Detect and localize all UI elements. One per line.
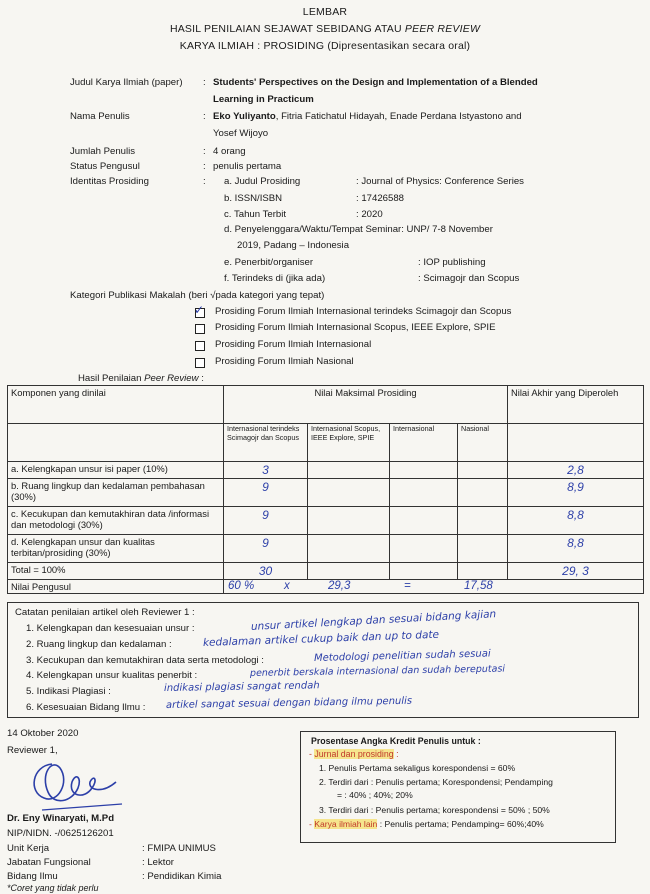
penilaian-table <box>7 385 644 594</box>
footer-bidang-value: : Pendidikan Kimia <box>142 871 222 882</box>
hasil-label-italic: Peer Review <box>144 373 199 384</box>
prosentase-jurnal: - Jurnal dan prosiding : <box>309 749 399 759</box>
header-line-2 <box>0 23 650 35</box>
footer-name: Dr. Eny Winaryati, M.Pd <box>7 813 115 824</box>
prosentase-title: Prosentase Angka Kredit Penulis untuk : <box>311 736 481 746</box>
header-line-3 <box>0 40 650 52</box>
catatan-label-6: 6. Kesesuaian Bidang Ilmu : <box>26 702 146 713</box>
identitas-key-a: a. Judul Prosiding <box>224 176 301 187</box>
identitas-val-a: : Journal of Physics: Conference Series <box>356 176 524 187</box>
footer-jabatan-label: Jabatan Fungsional <box>7 857 91 868</box>
penulis-value-2: Yosef Wijoyo <box>213 128 269 139</box>
footer-jabatan-value: : Lektor <box>142 857 174 868</box>
pengusul-pct: 60 % <box>228 580 255 592</box>
cell-empty <box>308 535 390 563</box>
prosentase-karya: - Karya ilmiah lain : Penulis pertama; Pendamping= 60%;40% <box>309 819 544 829</box>
header-note: (Dipresentasikan secara oral) <box>327 40 471 52</box>
pengusul-x: x <box>284 580 290 592</box>
row-akhir-d: 8,8 <box>508 535 644 563</box>
footer-unit-value: : FMIPA UNIMUS <box>142 843 216 854</box>
kategori-checkbox-3[interactable] <box>195 341 205 351</box>
footer-coret: *Coret yang tidak perlu <box>7 883 99 893</box>
catatan-note-5: indikasi plagiasi sangat rendah <box>163 680 320 694</box>
footer-unit-label: Unit Kerja <box>7 843 50 854</box>
jumlah-value: 4 orang <box>213 146 246 157</box>
row-label-a: a. Kelengkapan unsur isi paper (10%) <box>8 462 224 479</box>
total-max: 30 <box>224 563 308 580</box>
identitas-key-d: d. Penyelenggara/Waktu/Tempat Seminar: UNP/ 7-8 November <box>224 224 493 235</box>
total-akhir: 29, 3 <box>508 563 644 580</box>
identitas-val-f: : Scimagojr dan Scopus <box>418 273 520 284</box>
pengusul-calc <box>224 580 644 594</box>
col-nilai-maks-header: Nilai Maksimal Prosiding <box>224 386 508 424</box>
cell-empty <box>458 479 508 507</box>
prosentase-item-2: 2. Terdiri dari : Penulis pertama; Korespondensi; Pendamping <box>319 777 553 787</box>
pengusul-label: Nilai Pengusul <box>8 580 224 594</box>
identitas-val-b: : 17426588 <box>356 193 405 204</box>
catatan-label-1: 1. Kelengkapan dan kesesuaian unsur : <box>26 623 195 634</box>
total-label: Total = 100% <box>8 563 224 580</box>
row-akhir-b: 8,9 <box>508 479 644 507</box>
catatan-note-4: penerbit berskala internasional dan sudah bereputasi <box>249 663 506 679</box>
jumlah-colon: : <box>203 146 206 157</box>
kategori-option-2: Prosiding Forum Ilmiah Internasional Scopus, IEEE Explore, SPIE <box>215 322 496 333</box>
sub-col-2: Internasional Scopus, IEEE Explore, SPIE <box>308 424 390 462</box>
col-nilai-akhir-header: Nilai Akhir yang Diperoleh <box>508 386 644 424</box>
table-row <box>8 462 644 479</box>
table-spacer-2 <box>508 424 644 462</box>
kategori-checkbox-2[interactable] <box>195 324 205 334</box>
catatan-note-3: Metodologi penelitian sudah sesuai <box>313 648 491 664</box>
status-colon: : <box>203 161 206 172</box>
cell-empty <box>390 535 458 563</box>
cell-empty <box>390 507 458 535</box>
cell-empty <box>390 563 458 580</box>
prosentase-karya-text: Karya ilmiah lain <box>314 819 378 829</box>
judul-label: Judul Karya Ilmiah (paper) <box>70 77 183 88</box>
prosentase-jurnal-text: Jurnal dan prosiding <box>314 749 394 759</box>
cell-empty <box>308 479 390 507</box>
judul-colon: : <box>203 77 206 88</box>
hasil-label <box>78 373 204 384</box>
pengusul-result: 17,58 <box>464 580 493 592</box>
prosentase-item-3: 3. Terdiri dari : Penulis pertama; korespondensi = 50% ; 50% <box>319 805 550 815</box>
header-karya: KARYA ILMIAH : PROSIDING <box>179 40 325 52</box>
catatan-note-1: unsur artikel lengkap dan sesuai bidang kajian <box>250 608 497 633</box>
identitas-val-c: : 2020 <box>356 209 383 220</box>
table-row-total <box>8 563 644 580</box>
row-max-b: 9 <box>224 479 308 507</box>
prosentase-karya-rest: : Penulis pertama; Pendamping= 60%;40% <box>379 819 544 829</box>
kategori-option-1: Prosiding Forum Ilmiah Internasional terindeks Scimagojr dan Scopus <box>215 306 512 317</box>
sub-col-3: Internasional <box>390 424 458 462</box>
cell-empty <box>458 507 508 535</box>
header-line-1 <box>0 6 650 18</box>
pengusul-eq: = <box>404 580 411 592</box>
penulis-first: Eko Yuliyanto <box>213 111 276 122</box>
catatan-title: Catatan penilaian artikel oleh Reviewer 1 : <box>15 607 195 618</box>
catatan-label-5: 5. Indikasi Plagiasi : <box>26 686 111 697</box>
row-label-d: d. Kelengkapan unsur dan kualitas terbitan/prosiding (30%) <box>8 535 224 563</box>
footer-date: 14 Oktober 2020 <box>7 728 79 739</box>
status-value: penulis pertama <box>213 161 282 172</box>
check-mark-icon: ✓ <box>194 303 205 317</box>
prosentase-jurnal-colon: : <box>396 749 399 759</box>
sub-col-4: Nasional <box>458 424 508 462</box>
identitas-key-f: f. Terindeks di (jika ada) <box>224 273 326 284</box>
cell-empty <box>458 535 508 563</box>
footer-bidang-label: Bidang Ilmu <box>7 871 58 882</box>
penulis-colon: : <box>203 111 206 122</box>
col-komponen-header: Komponen yang dinilai <box>8 386 224 424</box>
cell-empty <box>390 462 458 479</box>
hasil-label-text: Hasil Penilaian <box>78 373 142 384</box>
row-label-c: c. Kecukupan dan kemutakhiran data /informasi dan metodologi (30%) <box>8 507 224 535</box>
header-lembar: LEMBAR <box>302 6 348 18</box>
sub-col-1: Internasional terindeks Scimagojr dan Scopus <box>224 424 308 462</box>
row-akhir-a: 2,8 <box>508 462 644 479</box>
cell-empty <box>308 563 390 580</box>
identitas-colon: : <box>203 176 206 187</box>
footer-reviewer: Reviewer 1, <box>7 745 58 756</box>
header-peer-review: PEER REVIEW <box>404 23 481 35</box>
cell-empty <box>458 462 508 479</box>
penulis-rest: , Fitria Fatichatul Hidayah, Enade Perdana Istyastono and <box>275 111 522 122</box>
identitas-key-b: b. ISSN/ISBN <box>224 193 283 204</box>
status-label: Status Pengusul <box>70 161 140 172</box>
cell-empty <box>308 462 390 479</box>
catatan-label-4: 4. Kelengkapan unsur kualitas penerbit : <box>26 670 198 681</box>
kategori-label: Kategori Publikasi Makalah (beri √pada kategori yang tepat) <box>70 290 325 301</box>
signature-icon <box>22 752 132 814</box>
kategori-option-3: Prosiding Forum Ilmiah Internasional <box>215 339 372 350</box>
catatan-box <box>7 602 639 718</box>
cell-empty <box>458 563 508 580</box>
cell-empty <box>308 507 390 535</box>
pengusul-val: 29,3 <box>328 580 351 592</box>
header-title: HASIL PENILAIAN SEJAWAT SEBIDANG ATAU <box>169 23 402 35</box>
table-row <box>8 479 644 507</box>
catatan-note-6: artikel sangat sesuai dengan bidang ilmu penulis <box>165 695 413 711</box>
identitas-label: Identitas Prosiding <box>70 176 149 187</box>
table-row <box>8 535 644 563</box>
catatan-label-3: 3. Kecukupan dan kemutakhiran data serta metodologi : <box>26 655 264 666</box>
row-label-b: b. Ruang lingkup dan kedalaman pembahasan (30%) <box>8 479 224 507</box>
catatan-label-2: 2. Ruang lingkup dan kedalaman : <box>26 639 172 650</box>
catatan-note-2: kedalaman artikel cukup baik dan up to date <box>202 628 440 649</box>
identitas-key-c: c. Tahun Terbit <box>224 209 287 220</box>
identitas-key-d2: 2019, Padang – Indonesia <box>237 240 350 251</box>
penulis-label: Nama Penulis <box>70 111 130 122</box>
judul-value-1: Students' Perspectives on the Design and Implementation of a Blended <box>213 77 538 88</box>
jumlah-label: Jumlah Penulis <box>70 146 136 157</box>
kategori-option-4: Prosiding Forum Ilmiah Nasional <box>215 356 354 367</box>
table-row-pengusul <box>8 580 644 594</box>
identitas-key-e: e. Penerbit/organiser <box>224 257 314 268</box>
row-max-a: 3 <box>224 462 308 479</box>
hasil-colon: : <box>201 373 204 384</box>
row-akhir-c: 8,8 <box>508 507 644 535</box>
prosentase-box <box>300 731 616 843</box>
footer-nip: NIP/NIDN. -/0625126201 <box>7 828 114 839</box>
judul-value-2: Learning in Practicum <box>213 94 314 105</box>
identitas-val-e: : IOP publishing <box>418 257 486 268</box>
table-row <box>8 507 644 535</box>
prosentase-item-1: 1. Penulis Pertama sekaligus korespondensi = 60% <box>319 763 516 773</box>
row-max-c: 9 <box>224 507 308 535</box>
row-max-d: 9 <box>224 535 308 563</box>
kategori-checkbox-4[interactable] <box>195 358 205 368</box>
prosentase-item-2b: = : 40% ; 40%; 20% <box>337 790 413 800</box>
penulis-value-1 <box>213 111 522 122</box>
cell-empty <box>390 479 458 507</box>
table-spacer <box>8 424 224 462</box>
